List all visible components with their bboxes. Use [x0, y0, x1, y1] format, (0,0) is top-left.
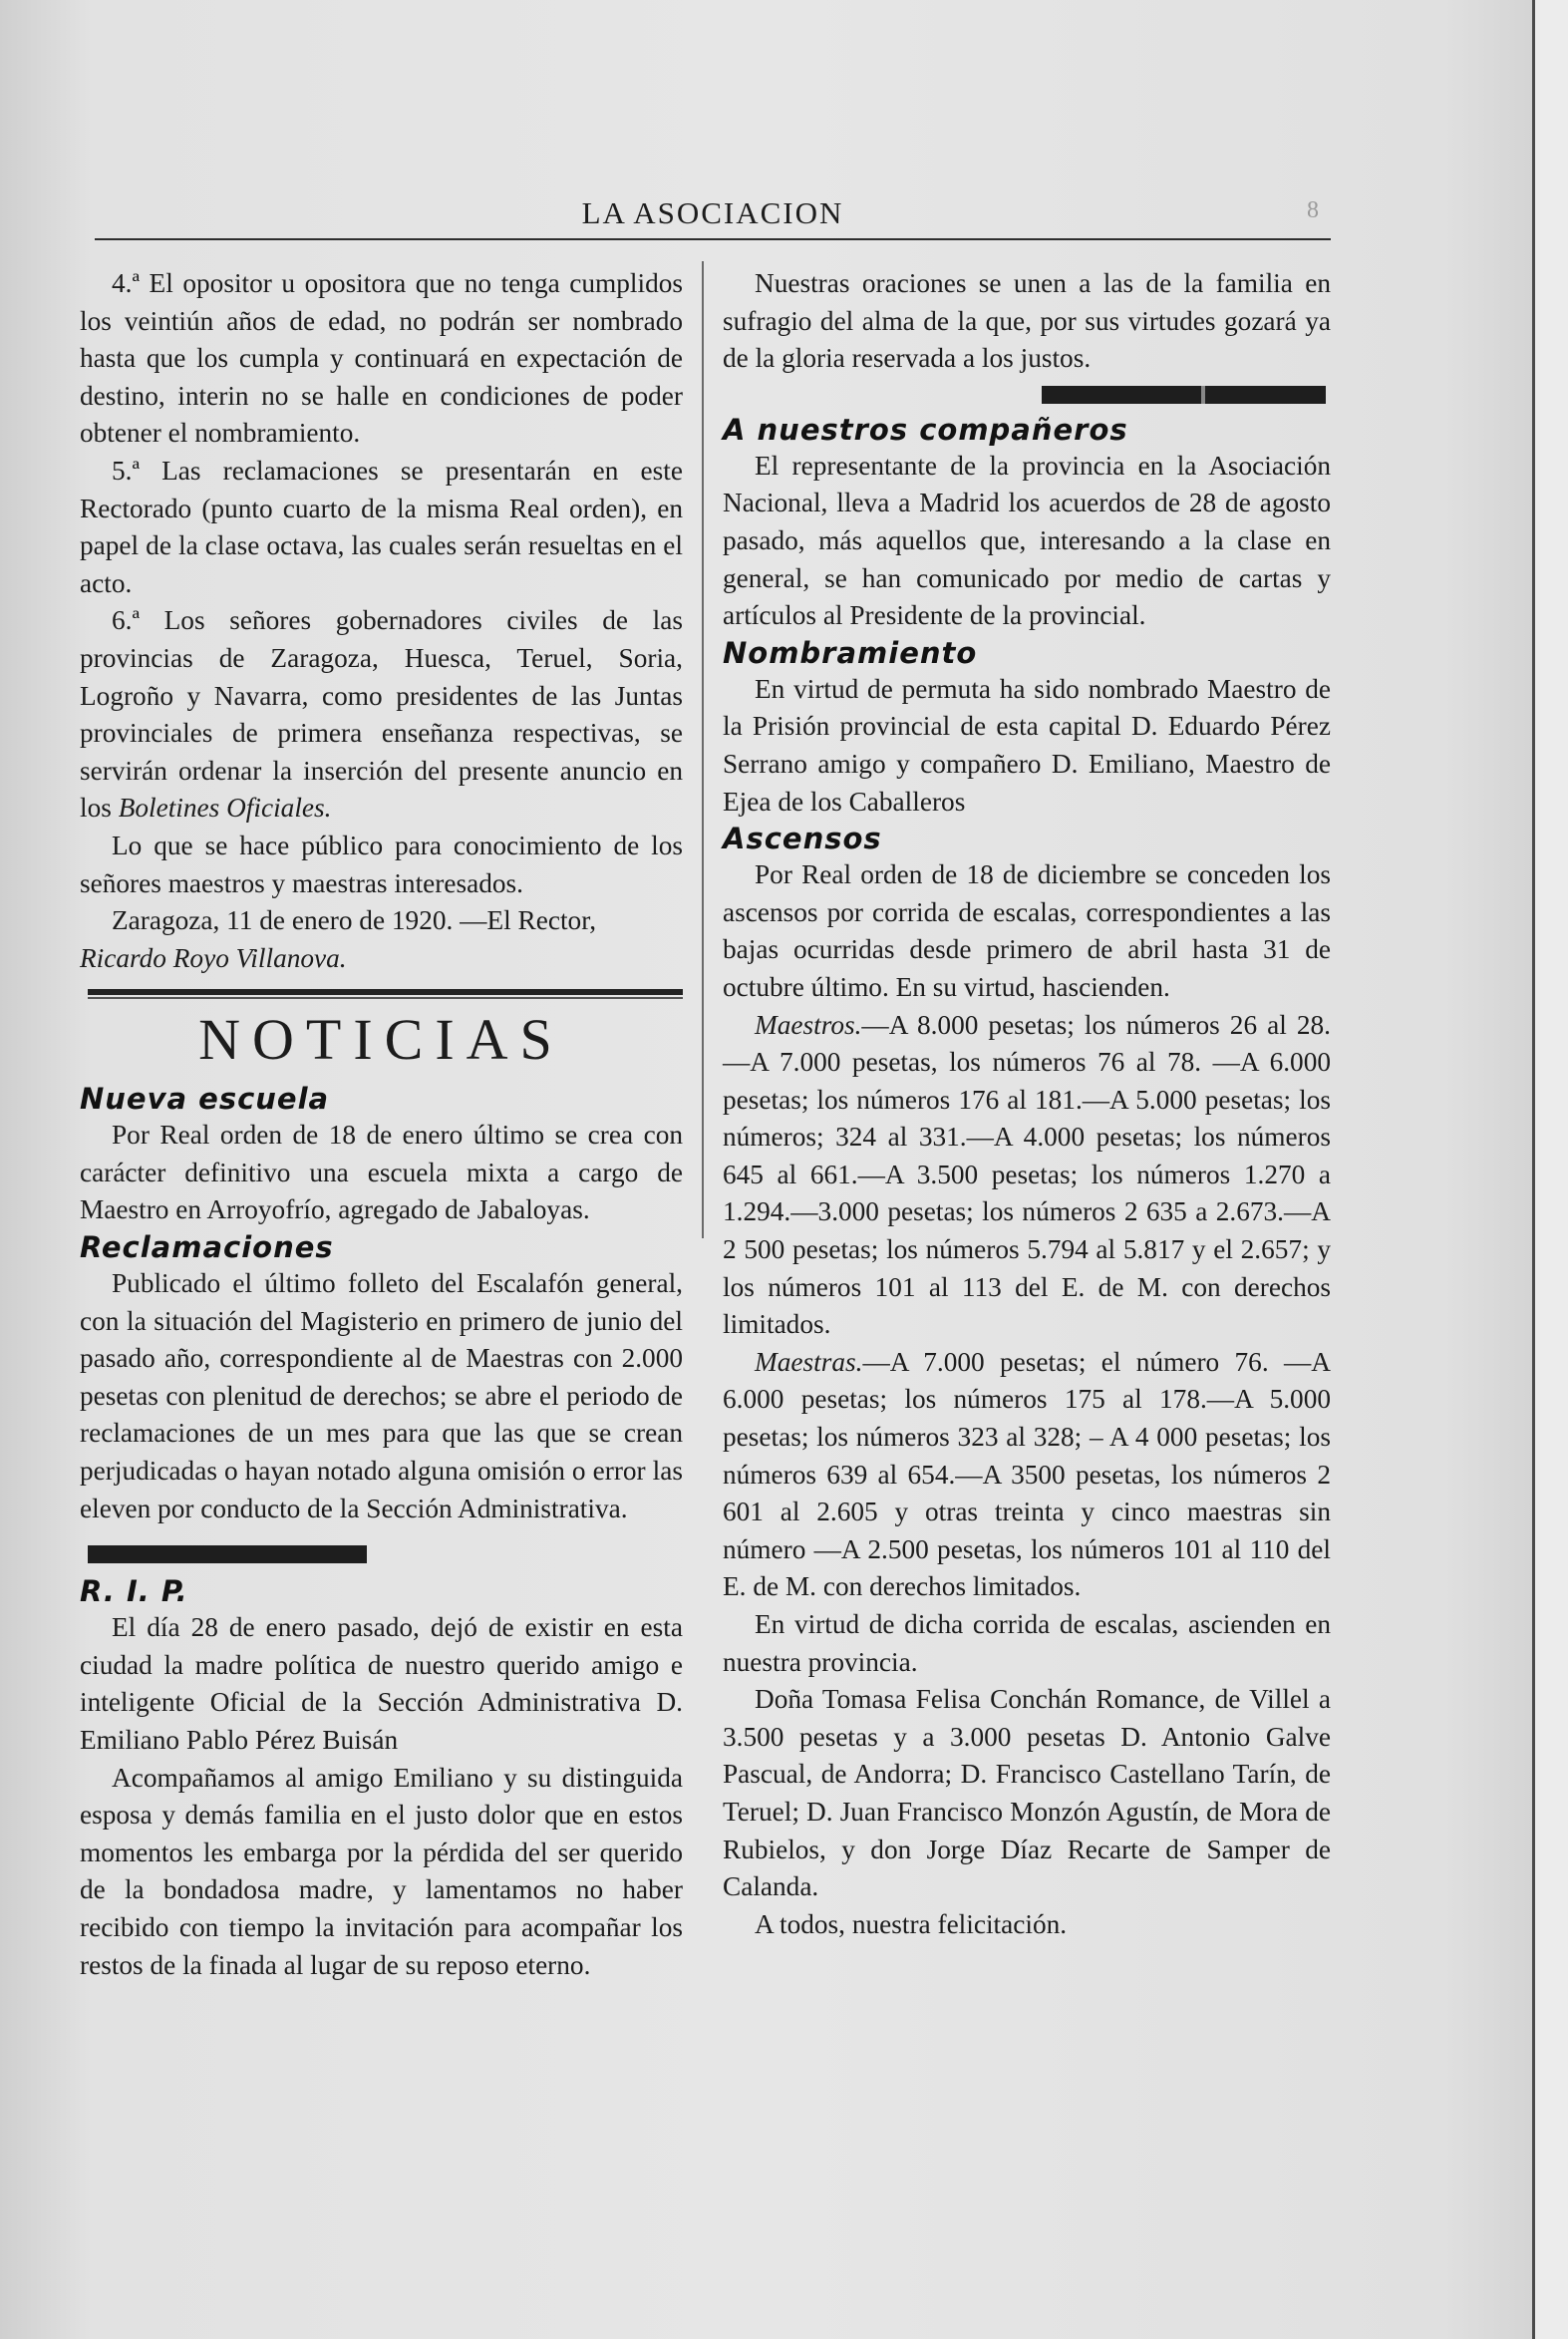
maestras-paragraph: [723, 1344, 1331, 1606]
boletines-oficiales: Boletines Oficiales.: [118, 793, 332, 824]
right-column: [723, 265, 1331, 1943]
header-rule: [95, 238, 1331, 240]
signature-name: Ricardo Royo Villanova.: [80, 942, 347, 973]
section-divider-bar: [88, 1545, 367, 1563]
noticias-heading: NOTICIAS: [198, 1007, 564, 1073]
section-divider-bar: [1042, 386, 1326, 404]
nueva-escuela-heading: Nueva escuela: [80, 1082, 330, 1117]
nombramiento-heading: Nombramiento: [723, 635, 978, 670]
page-margin-strip: [1535, 0, 1568, 2339]
reclamaciones-heading: Reclamaciones: [80, 1230, 334, 1265]
nueva-escuela-paragraph: Por Real orden de 18 de enero último se crea con carácter definitivo una escuela mixta a cargo de Maestro en Arroyofrío, agregado de Jabaloyas.: [80, 1120, 683, 1225]
maestros-paragraph: [723, 1007, 1331, 1344]
maestros-text: —A 8.000 pesetas; los números 26 al 28.—A 7.000 pesetas, los números 76 al 78. —A 6.000 pesetas; los números 176 al 181.—A 5.000 pesetas; los números; 324 al 331.—A 4.000 pesetas; los números 645 al 661.—A 3.500 pesetas; los números 1.270 a 1.294.—3.000 pesetas; los números 2 635 a 2.673.—A 2 500 pesetas; los números 5.794 al 5.817 y el 2.657; y los números 101 al 113 del E. de M. con derechos limitados.: [723, 1009, 1331, 1340]
maestros-label: Maestros.: [755, 1009, 862, 1040]
felicitacion-paragraph: A todos, nuestra felicitación.: [755, 1908, 1068, 1939]
nombramiento-paragraph: En virtud de permuta ha sido nombrado Maestro de la Prisión provincial de esta capital D. Eduardo Pérez Serrano amigo y compañero D. Emiliano, Maestro de Ejea de los Caballeros: [723, 673, 1331, 817]
column-divider: [702, 261, 704, 1238]
companeros-heading: A nuestros compañeros: [723, 412, 1128, 447]
ascensos-heading: Ascensos: [723, 822, 882, 856]
running-head: [95, 195, 1331, 239]
ascensos-intro: Por Real orden de 18 de diciembre se conceden los ascensos por corrida de escalas, correspondientes a las bajas ocurridas desde primero de abril hasta 31 de octubre último. En su virtud, hascienden.: [723, 859, 1331, 1002]
rip-paragraph-1: El día 28 de enero pasado, dejó de existir en esta ciudad la madre política de nuestro querido amigo e inteligente Oficial de la Sección Administrativa D. Emiliano Pablo Pérez Buisán: [80, 1612, 683, 1755]
page-number: 8: [1307, 197, 1319, 223]
item-6-text: 6.ª Los señores gobernadores civiles de las provincias de Zaragoza, Huesca, Teruel, Soria, Logroño y Navarra, como presidentes de las Juntas provinciales de primera enseñanza respectivas, se servirán ordenar la inserción del presente anuncio en los: [80, 605, 683, 824]
reclamaciones-paragraph: Publicado el último folleto del Escalafón general, con la situación del Magisterio en primero de junio del pasado año, correspondiente al de Maestras con 2.000 pesetas con plenitud de derechos; se abre el periodo de reclamaciones de un mes para que las que se crean perjudicadas o hayan notado alguna omisión o error las eleven por conducto de la Sección Administrativa.: [80, 1268, 683, 1523]
signature-place: Zaragoza, 11 de enero de 1920. —El Rector,: [112, 905, 597, 936]
public-notice-paragraph: Lo que se hace público para conocimiento de los señores maestros y maestras interesados.: [80, 830, 683, 898]
maestras-text: —A 7.000 pesetas; el número 76. —A 6.000 pesetas; los números 175 al 178.—A 5.000 pesetas; los números 323 al 328; – A 4 000 pesetas; los números 639 al 654.—A 3500 pesetas, los números 2 601 al 2.605 y otras treinta y cinco maestras sin número —A 2.500 pesetas, los números 101 al 110 del E. de M. con derechos limitados.: [723, 1346, 1331, 1602]
signature-name-line: [80, 940, 683, 978]
item-6-paragraph: [80, 602, 683, 828]
prayer-paragraph: Nuestras oraciones se unen a las de la familia en sufragio del alma de la que, por sus virtudes gozará ya de la gloria reservada a los justos.: [723, 268, 1331, 374]
rip-paragraph-2: Acompañamos al amigo Emiliano y su distinguida esposa y demás familia en el justo dolor que en estos momentos les embarga por la pérdida del ser querido de la bondadosa madre, y lamentamos no haber recibido con tiempo la invitación para acompañar los restos de la finada al lugar de su reposo eterno.: [80, 1762, 683, 1980]
left-column: [80, 265, 683, 1984]
corrida-paragraph: En virtud de dicha corrida de escalas, ascienden en nuestra provincia.: [723, 1609, 1331, 1677]
maestras-label: Maestras.: [755, 1346, 863, 1377]
promotions-list-paragraph: Doña Tomasa Felisa Conchán Romance, de Villel a 3.500 pesetas y a 3.000 pesetas D. Antonio Galve Pascual, de Andorra; D. Francisco Castellano Tarín, de Teruel; D. Juan Francisco Monzón Agustín, de Mora de Rubielos, y don Jorge Díaz Recarte de Samper de Calanda.: [723, 1684, 1331, 1902]
header-title: LA ASOCIACION: [581, 195, 844, 230]
rip-heading: R. I. P.: [80, 1574, 188, 1609]
item-4-paragraph: 4.ª El opositor u opositora que no tenga cumplidos los veintiún años de edad, no podrán ser nombrado hasta que los cumpla y continuará en expectación de destino, interin no se halle en condiciones de poder obtener el nombramiento.: [80, 268, 683, 449]
item-5-paragraph: 5.ª Las reclamaciones se presentarán en este Rectorado (punto cuarto de la misma Real orden), en papel de la clase octava, las cuales serán resueltas en el acto.: [80, 455, 683, 598]
companeros-paragraph: El representante de la provincia en la Asociación Nacional, lleva a Madrid los acuerdos de 28 de agosto pasado, más aquellos que, interesando a la clase en general, se han comunicado por medio de cartas y artículos al Presidente de la provincial.: [723, 450, 1331, 631]
noticias-top-rule: [80, 977, 683, 1001]
